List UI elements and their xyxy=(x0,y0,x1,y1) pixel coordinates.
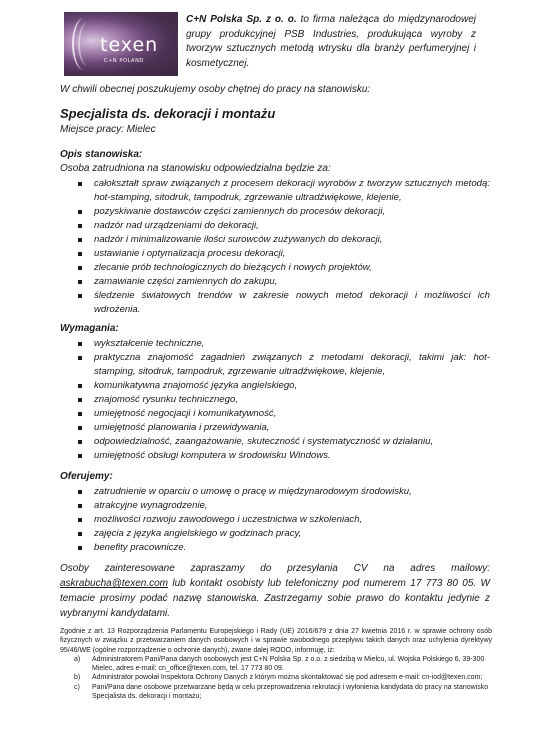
closing-text-after: lub kontakt osobisty lub telefoniczny pod numerem 17 773 80 05. W temacie prosimy podać nazwę stanowiska. Zastrzegamy sobie prawo do kontaktu jedynie z wybranymi kandydatami. xyxy=(60,578,490,619)
list-item: benefity pracownicze. xyxy=(78,541,490,555)
gdpr-clause xyxy=(60,627,492,701)
job-title: Specjalista ds. dekoracji i montażu xyxy=(60,106,276,121)
company-description: to firma należąca do międzynarodowej grupy produkcyjnej PSB Industries, produkująca wyroby z tworzyw sztucznych metodą wtrysku dla branży perfumeryjnej i kosmetycznej. xyxy=(186,14,476,69)
description-heading: Opis stanowiska: xyxy=(60,149,143,160)
requirements-heading: Wymagania: xyxy=(60,323,119,334)
list-item: całokształt spraw związanych z procesem dekoracji wyrobów z tworzyw sztucznych metodą: hot-stamping, sitodruk, tampodruk, zgrzewanie ultradźwiękowe, klejenie, xyxy=(78,177,490,205)
gdpr-list xyxy=(60,655,492,701)
list-item: śledzenie światowych trendów w zakresie nowych metod dekoracji i możliwości ich wdrożenia. xyxy=(78,289,490,317)
description-list xyxy=(78,177,490,317)
description-intro: Osoba zatrudniona na stanowisku odpowiedzialna będzie za: xyxy=(60,163,331,174)
gdpr-item-marker: b) xyxy=(74,674,81,682)
list-item: umiejętność negocjacji i komunikatywność, xyxy=(78,407,490,421)
job-location: Miejsce pracy: Mielec xyxy=(60,124,156,135)
gdpr-item-marker: c) xyxy=(74,683,80,691)
closing-text-before: Osoby zainteresowane zapraszamy do przesyłania CV na adres mailowy: xyxy=(60,563,490,574)
company-logo xyxy=(64,12,178,76)
logo-swirl-inner-icon xyxy=(78,22,98,66)
logo-subtitle: C+N POLAND xyxy=(104,58,144,64)
company-name: C+N Polska Sp. z o. o. xyxy=(186,14,297,25)
offer-list xyxy=(78,485,490,555)
gdpr-item-text: Administratorem Pani/Pana danych osobowych jest C+N Polska Sp. z o.o. z siedzibą w Mielcu, ul. Wojska Polskiego 6, 39-300 Mielec, adres e-mail: cn_office@texen.com, tel. 17 773 80 09. xyxy=(92,655,485,673)
gdpr-item-marker: a) xyxy=(74,655,81,663)
list-item: możliwości rozwoju zawodowego i uczestnictwa w szkoleniach, xyxy=(78,513,490,527)
gdpr-item-text: Administrator powołał Inspektora Ochrony Danych z którym można skontaktować się pod adresem e-mail: cn-iod@texen.com; xyxy=(92,674,483,682)
list-item: umiejętność obsługi komputera w środowisku Windows. xyxy=(78,449,490,463)
gdpr-intro: Zgodnie z art. 13 Rozporządzenia Parlamentu Europejskiego i Rady (UE) 2016/679 z dnia 27 kwietnia 2016 r. w sprawie ochrony osób fizycznych w związku z przetwarzaniem danych osobowych i w sprawie swobodnego przepływu takich danych oraz uchylenia dyrektywy 95/46/WE (ogólne rozporządzenie o ochronie danych), zwane dalej RODO, informuję, iż: xyxy=(60,628,492,654)
lead-sentence: W chwili obecnej poszukujemy osoby chętnej do pracy na stanowisku: xyxy=(60,84,371,95)
list-item: zajęcia z języka angielskiego w godzinach pracy, xyxy=(78,527,490,541)
list-item: nadzór nad urządzeniami do dekoracji, xyxy=(78,219,490,233)
gdpr-item xyxy=(60,673,492,682)
list-item: pozyskiwanie dostawców części zamiennych do procesów dekoracji, xyxy=(78,205,490,219)
list-item: atrakcyjne wynagrodzenie, xyxy=(78,499,490,513)
list-item: zatrudnienie w oparciu o umowę o pracę w międzynarodowym środowisku, xyxy=(78,485,490,499)
list-item: nadzór i minimalizowanie ilości surowców zużywanych do dekoracji, xyxy=(78,233,490,247)
offer-heading: Oferujemy: xyxy=(60,471,113,482)
closing-paragraph xyxy=(60,561,490,621)
gdpr-item-text: Pani/Pana dane osobowe przetwarzane będą w celu przeprowadzenia rekrutacji i wyłonienia kandydata do pracy na stanowisko Specjalista ds. dekoracji i montażu; xyxy=(92,683,489,701)
list-item: zlecanie prób technologicznych do bieżących i nowych projektów, xyxy=(78,261,490,275)
gdpr-item xyxy=(60,655,492,674)
contact-email-link[interactable]: askrabucha@texen.com xyxy=(60,578,168,589)
list-item: zamawianie części zamiennych do zakupu, xyxy=(78,275,490,289)
requirements-list xyxy=(78,337,490,463)
company-intro xyxy=(186,13,476,71)
logo-wordmark: texen xyxy=(100,34,159,56)
list-item: praktyczna znajomość zagadnień związanych z metodami dekoracji, takimi jak: hot-stamping, sitodruk, tampodruk, zgrzewanie ultradźwiękowe, klejenie, xyxy=(78,351,490,379)
list-item: ustawianie i optymalizacja procesu dekoracji, xyxy=(78,247,490,261)
list-item: wykształcenie techniczne, xyxy=(78,337,490,351)
list-item: znajomość rysunku technicznego, xyxy=(78,393,490,407)
gdpr-item xyxy=(60,683,492,702)
list-item: umiejętność planowania i przewidywania, xyxy=(78,421,490,435)
list-item: komunikatywna znajomość języka angielskiego, xyxy=(78,379,490,393)
list-item: odpowiedzialność, zaangażowanie, skuteczność i systematyczność w działaniu, xyxy=(78,435,490,449)
